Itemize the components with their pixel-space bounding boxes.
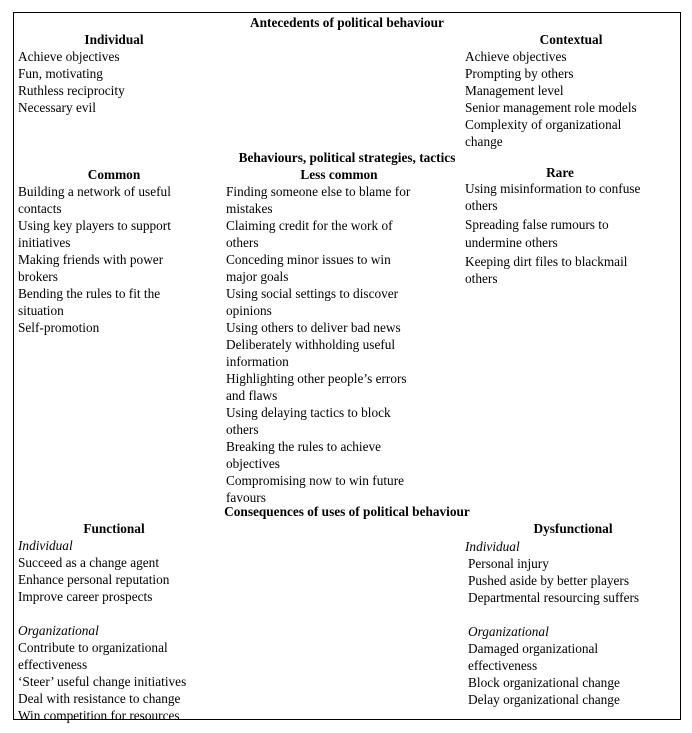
individual-heading: Individual <box>84 32 144 47</box>
list-item: others <box>226 422 259 437</box>
list-item: Ruthless reciprocity <box>18 83 125 98</box>
list-item: Departmental resourcing suffers <box>468 590 640 605</box>
list-item: Management level <box>465 83 564 98</box>
individual-subheading: Individual <box>18 538 73 553</box>
list-item: Deliberately withholding useful <box>226 337 396 352</box>
list-item: Damaged organizational <box>468 641 599 656</box>
organizational-subheading: Organizational <box>18 623 99 638</box>
list-item: Improve career prospects <box>18 589 153 604</box>
list-item: Senior management role models <box>465 100 637 115</box>
behaviours-title: Behaviours, political strategies, tactics <box>238 150 456 165</box>
list-item: Fun, motivating <box>18 66 103 81</box>
list-item: Using delaying tactics to block <box>226 405 391 420</box>
common-heading: Common <box>87 167 141 182</box>
list-item: Breaking the rules to achieve <box>226 439 382 454</box>
individual-antecedents-list <box>18 48 125 116</box>
list-item: Using others to deliver bad news <box>226 320 401 335</box>
list-item: Achieve objectives <box>465 49 567 64</box>
list-item: Using misinformation to confuse <box>465 181 641 196</box>
list-item: objectives <box>226 456 280 471</box>
rare-heading: Rare <box>546 165 574 180</box>
list-item: information <box>226 354 289 369</box>
list-item: contacts <box>18 201 62 216</box>
list-item: Win competition for resources <box>18 708 180 723</box>
less-common-heading: Less common <box>300 167 378 182</box>
list-item: others <box>465 198 498 214</box>
list-item: Deal with resistance to change <box>18 691 181 706</box>
list-item: mistakes <box>226 201 273 216</box>
functional-heading: Functional <box>83 521 145 536</box>
list-item: Making friends with power <box>18 252 164 267</box>
list-item: Block organizational change <box>468 675 620 690</box>
list-item: undermine others <box>465 234 558 250</box>
list-item: Delay organizational change <box>468 692 620 707</box>
list-item: ‘Steer’ useful change initiatives <box>18 674 187 689</box>
list-item: situation <box>18 303 64 318</box>
antecedents-title: Antecedents of political behaviour <box>250 15 444 30</box>
list-item: Finding someone else to blame for <box>226 184 411 199</box>
list-item: and flaws <box>226 388 278 403</box>
list-item: Keeping dirt files to blackmail <box>465 253 628 269</box>
list-item: Prompting by others <box>465 66 574 81</box>
list-item: Using social settings to discover <box>226 286 399 301</box>
organizational-subheading: Organizational <box>468 624 549 639</box>
list-item: Compromising now to win future <box>226 473 405 488</box>
list-item: Conceding minor issues to win <box>226 252 391 267</box>
list-item: Claiming credit for the work of <box>226 218 393 233</box>
list-item: Succeed as a change agent <box>18 555 160 570</box>
list-item: effectiveness <box>468 658 538 673</box>
list-item: initiatives <box>18 235 71 250</box>
rare-behaviours-list <box>465 180 640 287</box>
list-item: effectiveness <box>18 657 88 672</box>
functional-consequences-list <box>18 537 186 724</box>
dysfunctional-consequences-list <box>465 538 639 708</box>
list-item: Personal injury <box>468 556 549 571</box>
list-item: Necessary evil <box>18 100 96 115</box>
individual-subheading: Individual <box>465 539 520 554</box>
list-item: Contribute to organizational <box>18 640 168 655</box>
common-behaviours-list <box>18 183 171 336</box>
list-item: Achieve objectives <box>18 49 120 64</box>
dysfunctional-heading: Dysfunctional <box>533 521 613 536</box>
list-item: Complexity of organizational <box>465 117 622 132</box>
list-item: Self-promotion <box>18 320 100 335</box>
list-item: change <box>465 134 503 149</box>
list-item: Building a network of useful <box>18 184 171 199</box>
list-item: others <box>465 271 498 287</box>
list-item: others <box>226 235 259 250</box>
list-item: opinions <box>226 303 272 318</box>
list-item: Highlighting other people’s errors <box>226 371 407 386</box>
consequences-title: Consequences of uses of political behaviour <box>224 504 470 519</box>
contextual-heading: Contextual <box>539 32 603 47</box>
list-item: brokers <box>18 269 58 284</box>
list-item: major goals <box>226 269 289 284</box>
list-item: Spreading false rumours to <box>465 217 609 233</box>
list-item: Using key players to support <box>18 218 171 233</box>
less-common-behaviours-list <box>226 183 410 506</box>
list-item: favours <box>226 490 266 505</box>
contextual-antecedents-list <box>465 48 637 150</box>
list-item: Bending the rules to fit the <box>18 286 161 301</box>
list-item: Enhance personal reputation <box>18 572 170 587</box>
list-item: Pushed aside by better players <box>468 573 629 588</box>
